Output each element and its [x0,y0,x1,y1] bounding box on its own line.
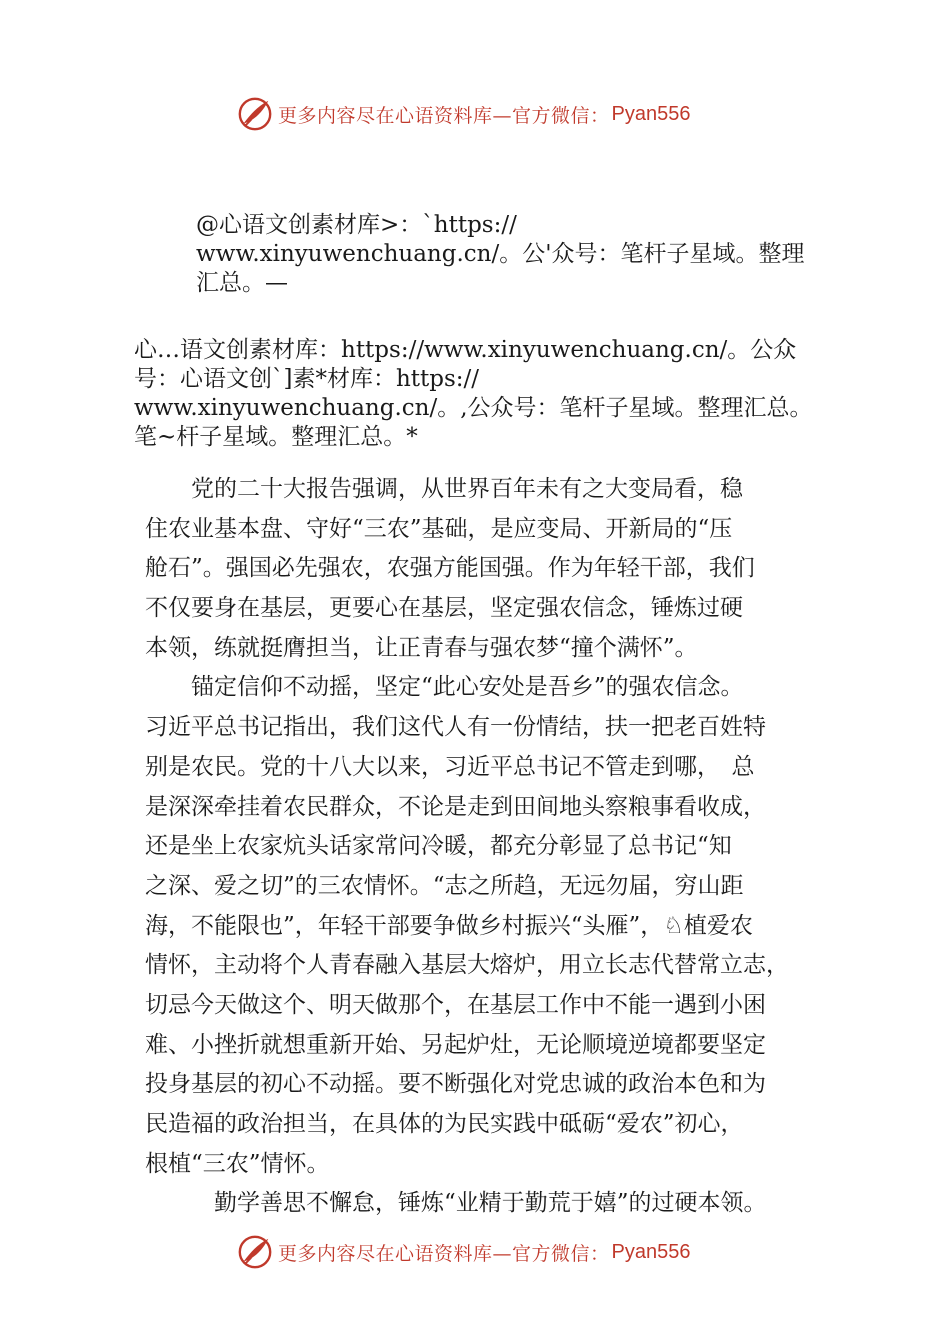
header-line: www.xinyuwenchuang.cn/。公'众号：笔杆子星域。整理 [196,241,805,267]
body-line: 不仅要身在基层，更要心在基层，坚定强农信念，锤炼过硬 [145,595,743,622]
body-line: 海，不能限也”，年轻干部要争做乡村振兴“头雁”，♘植爱农 [145,912,753,939]
body-line: 是深深牵挂着农民群众，不论是走到田间地头察粮事看收成， [145,793,766,820]
source-line: www.xinyuwenchuang.cn/。,公众号：笔杆子星域。整理汇总。 [134,395,813,421]
quill-pen-logo-icon [236,95,274,133]
source-line: 心…语文创素材库：https://www.xinyuwenchuang.cn/。公众 [134,337,797,363]
source-line: 号：心语文创`]素*材库：https:// [134,366,480,392]
body-line: 勤学善思不懈怠，锤炼“业精于勤荒于嬉”的过硬本领。 [145,1190,767,1217]
source-line: 笔~杆子星域。整理汇总。* [134,424,418,450]
body-line: 党的二十大报告强调，从世界百年未有之大变局看，稳 [145,476,743,502]
body-line: 根植“三农”情怀。 [145,1150,330,1177]
body-line: 切忌今天做这个、明天做那个，在基层工作中不能一遇到小困 [145,991,766,1018]
body-line: 民造福的政治担当，在具体的为民实践中砥砺“爱农”初心， [145,1111,744,1137]
banner-wechat-id: Pyan556 [611,1240,691,1263]
body-line: 投身基层的初心不动摇。要不断强化对党忠诚的政治本色和为 [145,1071,766,1098]
body-line: 别是农民。党的十八大以来，习近平总书记不管走到哪， 总 [145,753,755,780]
quill-pen-logo-icon [236,1233,274,1271]
body-line: 锚定信仰不动摇，坚定“此心安处是吾乡”的强农信念。 [145,674,744,701]
body-line: 舱石”。强国必先强农，农强方能国强。作为年轻干部，我们 [145,555,755,582]
footer-banner [236,1232,736,1272]
body-line: 还是坐上农家炕头话家常问冷暖，都充分彰显了总书记“知 [145,833,732,860]
body-line: 习近平总书记指出，我们这代人有一份情结，扶一把老百姓特 [145,714,766,741]
header-line: 汇总。— [196,270,288,296]
body-line: 难、小挫折就想重新开始、另起炉灶，无论顺境逆境都要坚定 [145,1031,766,1058]
header-line: @心语文创素材库>：`https:// [196,212,517,238]
banner-wechat-id: Pyan556 [611,102,691,125]
banner-text: 更多内容尽在心语资料库—官方微信： [278,104,610,127]
header-banner [236,94,736,134]
source-block [134,336,813,452]
header-block [196,211,805,298]
body-line: 情怀，主动将个人青春融入基层大熔炉，用立长志代替常立志， [145,952,789,979]
body-line: 本领，练就挺膺担当，让正青春与强农梦“撞个满怀”。 [145,634,698,661]
body-line: 住农业基本盘、守好“三农”基础，是应变局、开新局的“压 [145,515,733,542]
article-body [145,470,835,1224]
body-line: 之深、爱之切”的三农情怀。“志之所趋，无远勿届，穷山距 [145,872,744,899]
banner-text: 更多内容尽在心语资料库—官方微信： [278,1242,610,1265]
